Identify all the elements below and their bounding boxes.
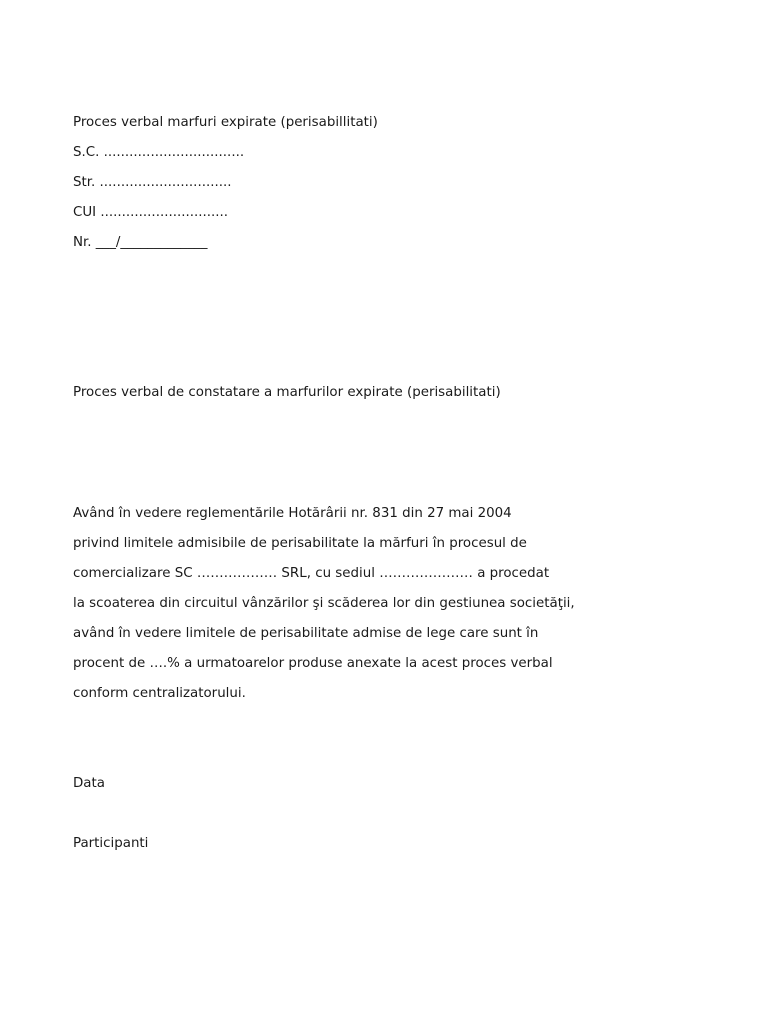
body-line: Având în vedere reglementările Hotărârii nr. 831 din 27 mai 2004: [73, 506, 512, 521]
date-label: Data: [73, 776, 105, 791]
cui-line: CUI ..............................: [73, 205, 229, 220]
body-line: având în vedere limitele de perisabilitate admise de lege care sunt în: [73, 626, 539, 641]
participants-label: Participanti: [73, 836, 149, 851]
body-line: privind limitele admisibile de perisabilitate la mărfuri în procesul de: [73, 536, 527, 551]
street-line: Str. ...............................: [73, 175, 232, 190]
body-line: conform centralizatorului.: [73, 686, 246, 701]
body-line: procent de ….% a urmatoarelor produse anexate la acest proces verbal: [73, 656, 553, 671]
company-line: S.C. .................................: [73, 145, 245, 160]
number-line: Nr. ___/_____________: [73, 235, 208, 250]
document-title: Proces verbal de constatare a marfurilor expirate (perisabilitati): [73, 385, 501, 400]
body-line: comercializare SC ……………… SRL, cu sediul ………………… a procedat: [73, 566, 550, 581]
header-title: Proces verbal marfuri expirate (perisabillitati): [73, 115, 378, 130]
body-line: la scoaterea din circuitul vânzărilor şi scăderea lor din gestiunea societăţii,: [73, 596, 575, 611]
